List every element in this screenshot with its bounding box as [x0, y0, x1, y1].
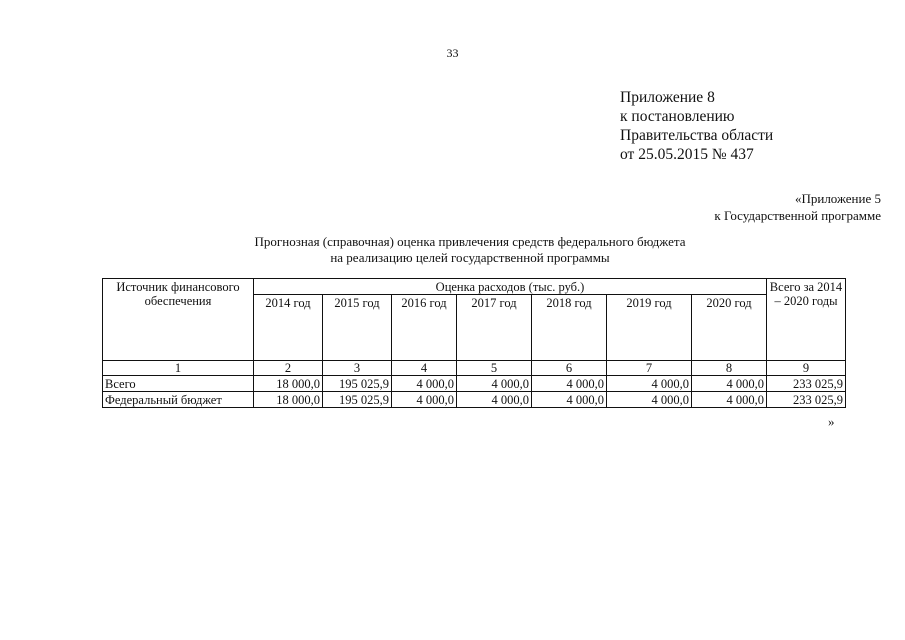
appendix-block — [620, 88, 773, 164]
funding-estimate-table — [102, 278, 846, 408]
row-label: Федеральный бюджет — [103, 392, 254, 408]
table-cell: 4 000,0 — [457, 376, 532, 392]
appendix-reference-line: «Приложение 5 — [794, 191, 881, 206]
table-cell: 18 000,0 — [254, 376, 323, 392]
table-cell: 195 025,9 — [323, 392, 392, 408]
table-cell: 4 000,0 — [392, 376, 457, 392]
appendix-reference — [714, 190, 881, 224]
header-year: 2019 год — [607, 295, 692, 361]
column-number: 4 — [392, 361, 457, 376]
header-year: 2018 год — [532, 295, 607, 361]
header-source: Источник финансового обеспечения — [103, 279, 254, 361]
column-number: 1 — [103, 361, 254, 376]
page-number: 33 — [446, 46, 459, 60]
table-cell-total: 233 025,9 — [767, 392, 846, 408]
table-cell: 4 000,0 — [457, 392, 532, 408]
header-year: 2014 год — [254, 295, 323, 361]
funding-table-container — [102, 278, 846, 408]
table-cell: 4 000,0 — [392, 392, 457, 408]
table-row — [103, 376, 846, 392]
table-cell-total: 233 025,9 — [767, 376, 846, 392]
column-number: 7 — [607, 361, 692, 376]
row-label: Всего — [103, 376, 254, 392]
table-column-number-row — [103, 361, 846, 376]
header-year: 2020 год — [692, 295, 767, 361]
table-cell: 195 025,9 — [323, 376, 392, 392]
column-number: 5 — [457, 361, 532, 376]
appendix-reference-line: к Государственной программе — [714, 208, 881, 223]
table-cell: 4 000,0 — [607, 376, 692, 392]
appendix-line: Приложение 8 — [620, 89, 715, 106]
table-cell: 4 000,0 — [607, 392, 692, 408]
appendix-line: к постановлению — [620, 108, 735, 125]
table-cell: 4 000,0 — [532, 376, 607, 392]
column-number: 8 — [692, 361, 767, 376]
table-cell: 4 000,0 — [692, 376, 767, 392]
header-estimate: Оценка расходов (тыс. руб.) — [254, 279, 767, 295]
table-row — [103, 392, 846, 408]
appendix-line: от 25.05.2015 № 437 — [620, 146, 754, 163]
column-number: 2 — [254, 361, 323, 376]
table-cell: 4 000,0 — [692, 392, 767, 408]
document-title — [140, 234, 800, 266]
document-title-line: Прогнозная (справочная) оценка привлечения средств федерального бюджета — [254, 234, 686, 249]
document-title-line: на реализацию целей государственной программы — [330, 250, 610, 265]
header-year: 2016 год — [392, 295, 457, 361]
header-year: 2017 год — [457, 295, 532, 361]
header-year: 2015 год — [323, 295, 392, 361]
closing-quote-mark: » — [828, 414, 835, 429]
table-header-row — [103, 279, 846, 295]
column-number: 9 — [767, 361, 846, 376]
header-total: Всего за 2014 – 2020 годы — [767, 279, 846, 361]
appendix-line: Правительства области — [620, 127, 774, 144]
table-cell: 18 000,0 — [254, 392, 323, 408]
table-cell: 4 000,0 — [532, 392, 607, 408]
column-number: 3 — [323, 361, 392, 376]
column-number: 6 — [532, 361, 607, 376]
